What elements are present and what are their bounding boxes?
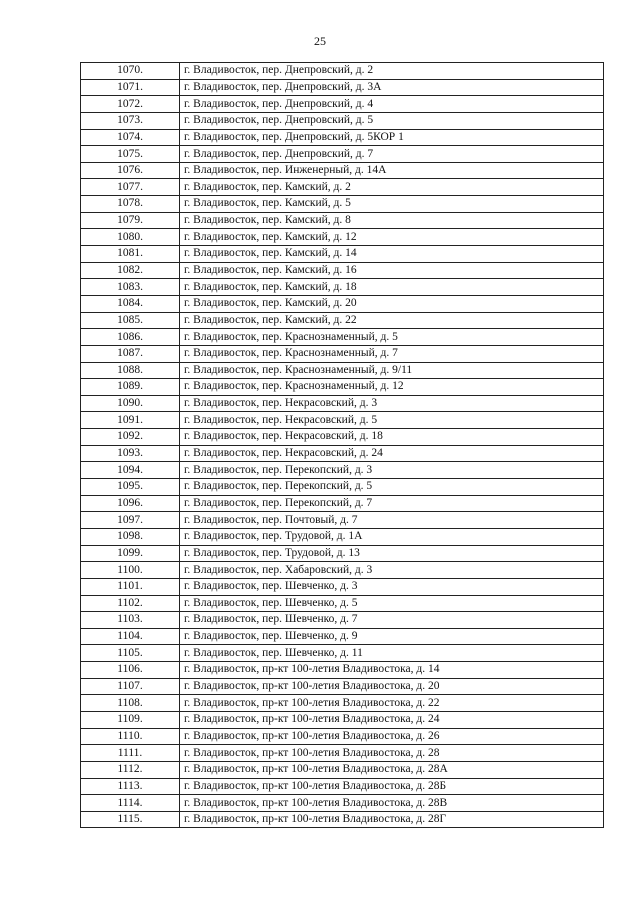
address-cell: г. Владивосток, пер. Камский, д. 16 bbox=[180, 262, 604, 279]
table-row bbox=[81, 179, 604, 196]
table-row bbox=[81, 395, 604, 412]
address-cell: г. Владивосток, пер. Некрасовский, д. 18 bbox=[180, 429, 604, 446]
table-row bbox=[81, 362, 604, 379]
address-table bbox=[80, 62, 604, 828]
table-row bbox=[81, 412, 604, 429]
table-row bbox=[81, 262, 604, 279]
address-cell: г. Владивосток, пер. Днепровский, д. 5КОР 1 bbox=[180, 129, 604, 146]
row-number-cell: 1103. bbox=[81, 612, 180, 629]
row-number-cell: 1095. bbox=[81, 479, 180, 496]
address-cell: г. Владивосток, пер. Некрасовский, д. 5 bbox=[180, 412, 604, 429]
table-row bbox=[81, 462, 604, 479]
row-number-cell: 1105. bbox=[81, 645, 180, 662]
row-number-cell: 1081. bbox=[81, 246, 180, 263]
row-number-cell: 1083. bbox=[81, 279, 180, 296]
address-cell: г. Владивосток, пер. Камский, д. 12 bbox=[180, 229, 604, 246]
table-row bbox=[81, 295, 604, 312]
row-number-cell: 1087. bbox=[81, 345, 180, 362]
row-number-cell: 1109. bbox=[81, 711, 180, 728]
row-number-cell: 1102. bbox=[81, 595, 180, 612]
table-row bbox=[81, 229, 604, 246]
address-cell: г. Владивосток, пер. Камский, д. 14 bbox=[180, 246, 604, 263]
row-number-cell: 1076. bbox=[81, 162, 180, 179]
address-cell: г. Владивосток, пер. Шевченко, д. 11 bbox=[180, 645, 604, 662]
address-cell: г. Владивосток, пер. Перекопский, д. 3 bbox=[180, 462, 604, 479]
table-row bbox=[81, 811, 604, 828]
address-cell: г. Владивосток, пер. Некрасовский, д. 3 bbox=[180, 395, 604, 412]
address-cell: г. Владивосток, пер. Краснознаменный, д. 9/11 bbox=[180, 362, 604, 379]
row-number-cell: 1088. bbox=[81, 362, 180, 379]
table-row bbox=[81, 345, 604, 362]
table-row bbox=[81, 445, 604, 462]
row-number-cell: 1089. bbox=[81, 379, 180, 396]
table-row bbox=[81, 662, 604, 679]
address-cell: г. Владивосток, пер. Камский, д. 18 bbox=[180, 279, 604, 296]
row-number-cell: 1082. bbox=[81, 262, 180, 279]
address-cell: г. Владивосток, пр-кт 100-летия Владивостока, д. 20 bbox=[180, 678, 604, 695]
table-row bbox=[81, 63, 604, 80]
table-row bbox=[81, 112, 604, 129]
address-cell: г. Владивосток, пер. Хабаровский, д. 3 bbox=[180, 562, 604, 579]
table-row bbox=[81, 795, 604, 812]
table-row bbox=[81, 612, 604, 629]
row-number-cell: 1107. bbox=[81, 678, 180, 695]
address-cell: г. Владивосток, пр-кт 100-летия Владивостока, д. 28Г bbox=[180, 811, 604, 828]
table-row bbox=[81, 678, 604, 695]
row-number-cell: 1097. bbox=[81, 512, 180, 529]
table-row bbox=[81, 711, 604, 728]
table-row bbox=[81, 429, 604, 446]
address-cell: г. Владивосток, пер. Инженерный, д. 14А bbox=[180, 162, 604, 179]
row-number-cell: 1091. bbox=[81, 412, 180, 429]
table-row bbox=[81, 745, 604, 762]
address-cell: г. Владивосток, пр-кт 100-летия Владивостока, д. 24 bbox=[180, 711, 604, 728]
table-row bbox=[81, 246, 604, 263]
table-row bbox=[81, 212, 604, 229]
address-cell: г. Владивосток, пер. Камский, д. 20 bbox=[180, 295, 604, 312]
table-row bbox=[81, 545, 604, 562]
table-row bbox=[81, 129, 604, 146]
table-row bbox=[81, 146, 604, 163]
table-row bbox=[81, 595, 604, 612]
row-number-cell: 1079. bbox=[81, 212, 180, 229]
table-row bbox=[81, 479, 604, 496]
address-cell: г. Владивосток, пер. Краснознаменный, д. 12 bbox=[180, 379, 604, 396]
row-number-cell: 1086. bbox=[81, 329, 180, 346]
table-row bbox=[81, 79, 604, 96]
address-cell: г. Владивосток, пер. Шевченко, д. 7 bbox=[180, 612, 604, 629]
row-number-cell: 1092. bbox=[81, 429, 180, 446]
address-cell: г. Владивосток, пер. Некрасовский, д. 24 bbox=[180, 445, 604, 462]
address-cell: г. Владивосток, пр-кт 100-летия Владивостока, д. 28 bbox=[180, 745, 604, 762]
table-row bbox=[81, 512, 604, 529]
row-number-cell: 1077. bbox=[81, 179, 180, 196]
address-cell: г. Владивосток, пер. Краснознаменный, д. 5 bbox=[180, 329, 604, 346]
table-row bbox=[81, 562, 604, 579]
address-cell: г. Владивосток, пр-кт 100-летия Владивостока, д. 28А bbox=[180, 761, 604, 778]
row-number-cell: 1085. bbox=[81, 312, 180, 329]
table-row bbox=[81, 628, 604, 645]
row-number-cell: 1093. bbox=[81, 445, 180, 462]
table-row bbox=[81, 761, 604, 778]
address-cell: г. Владивосток, пр-кт 100-летия Владивостока, д. 28Б bbox=[180, 778, 604, 795]
table-row bbox=[81, 379, 604, 396]
address-cell: г. Владивосток, пер. Шевченко, д. 9 bbox=[180, 628, 604, 645]
row-number-cell: 1072. bbox=[81, 96, 180, 113]
table-row bbox=[81, 279, 604, 296]
address-cell: г. Владивосток, пер. Днепровский, д. 3А bbox=[180, 79, 604, 96]
row-number-cell: 1078. bbox=[81, 196, 180, 213]
table-row bbox=[81, 96, 604, 113]
row-number-cell: 1110. bbox=[81, 728, 180, 745]
address-cell: г. Владивосток, пр-кт 100-летия Владивостока, д. 28В bbox=[180, 795, 604, 812]
row-number-cell: 1075. bbox=[81, 146, 180, 163]
row-number-cell: 1094. bbox=[81, 462, 180, 479]
row-number-cell: 1113. bbox=[81, 778, 180, 795]
table-row bbox=[81, 196, 604, 213]
address-cell: г. Владивосток, пер. Камский, д. 2 bbox=[180, 179, 604, 196]
row-number-cell: 1084. bbox=[81, 295, 180, 312]
row-number-cell: 1111. bbox=[81, 745, 180, 762]
address-cell: г. Владивосток, пер. Перекопский, д. 7 bbox=[180, 495, 604, 512]
row-number-cell: 1090. bbox=[81, 395, 180, 412]
table-row bbox=[81, 645, 604, 662]
table-row bbox=[81, 728, 604, 745]
row-number-cell: 1073. bbox=[81, 112, 180, 129]
page-number: 25 bbox=[314, 34, 326, 48]
table-row bbox=[81, 162, 604, 179]
table-row bbox=[81, 329, 604, 346]
row-number-cell: 1074. bbox=[81, 129, 180, 146]
table-row bbox=[81, 695, 604, 712]
row-number-cell: 1100. bbox=[81, 562, 180, 579]
row-number-cell: 1114. bbox=[81, 795, 180, 812]
address-cell: г. Владивосток, пер. Шевченко, д. 3 bbox=[180, 578, 604, 595]
address-cell: г. Владивосток, пер. Днепровский, д. 5 bbox=[180, 112, 604, 129]
table-row bbox=[81, 778, 604, 795]
address-table-body bbox=[81, 63, 604, 828]
row-number-cell: 1096. bbox=[81, 495, 180, 512]
address-cell: г. Владивосток, пр-кт 100-летия Владивостока, д. 14 bbox=[180, 662, 604, 679]
address-cell: г. Владивосток, пер. Днепровский, д. 2 bbox=[180, 63, 604, 80]
row-number-cell: 1099. bbox=[81, 545, 180, 562]
row-number-cell: 1112. bbox=[81, 761, 180, 778]
address-cell: г. Владивосток, пер. Трудовой, д. 13 bbox=[180, 545, 604, 562]
row-number-cell: 1070. bbox=[81, 63, 180, 80]
table-row bbox=[81, 312, 604, 329]
row-number-cell: 1071. bbox=[81, 79, 180, 96]
row-number-cell: 1098. bbox=[81, 528, 180, 545]
address-cell: г. Владивосток, пер. Камский, д. 22 bbox=[180, 312, 604, 329]
address-cell: г. Владивосток, пер. Камский, д. 8 bbox=[180, 212, 604, 229]
address-cell: г. Владивосток, пер. Краснознаменный, д. 7 bbox=[180, 345, 604, 362]
row-number-cell: 1115. bbox=[81, 811, 180, 828]
row-number-cell: 1101. bbox=[81, 578, 180, 595]
table-row bbox=[81, 528, 604, 545]
row-number-cell: 1108. bbox=[81, 695, 180, 712]
table-row bbox=[81, 495, 604, 512]
address-cell: г. Владивосток, пер. Днепровский, д. 4 bbox=[180, 96, 604, 113]
address-cell: г. Владивосток, пер. Трудовой, д. 1А bbox=[180, 528, 604, 545]
address-cell: г. Владивосток, пер. Шевченко, д. 5 bbox=[180, 595, 604, 612]
row-number-cell: 1106. bbox=[81, 662, 180, 679]
row-number-cell: 1104. bbox=[81, 628, 180, 645]
address-cell: г. Владивосток, пер. Днепровский, д. 7 bbox=[180, 146, 604, 163]
address-cell: г. Владивосток, пр-кт 100-летия Владивостока, д. 22 bbox=[180, 695, 604, 712]
address-cell: г. Владивосток, пер. Перекопский, д. 5 bbox=[180, 479, 604, 496]
address-cell: г. Владивосток, пер. Почтовый, д. 7 bbox=[180, 512, 604, 529]
row-number-cell: 1080. bbox=[81, 229, 180, 246]
address-cell: г. Владивосток, пр-кт 100-летия Владивостока, д. 26 bbox=[180, 728, 604, 745]
address-cell: г. Владивосток, пер. Камский, д. 5 bbox=[180, 196, 604, 213]
table-row bbox=[81, 578, 604, 595]
